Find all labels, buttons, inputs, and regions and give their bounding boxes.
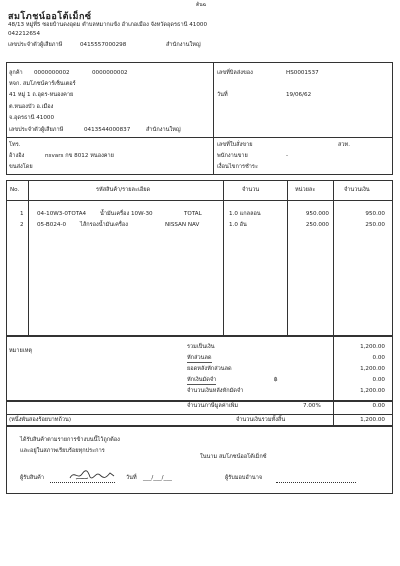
row1-amount: 950.00 (365, 211, 385, 217)
customer-address-1: 41 หมู่ 1 ถ.อุดร-หนองคาย (9, 92, 74, 98)
company-tax-label: เลขประจำตัวผู้เสียภาษี (8, 42, 63, 48)
customer-name: หจก. สมโภชน์คาร์เซ็นเตอร์ (9, 81, 76, 87)
subtotal-value: 1,200.00 (360, 344, 385, 350)
deposit-label: หักเงินมัดจำ (187, 377, 217, 383)
due-label: เงื่อนไขการชำระ (217, 164, 258, 170)
col-divider-3 (287, 180, 288, 336)
col-header-no: No. (10, 187, 20, 193)
after-discount-label: ยอดหลังหักส่วนลด (187, 366, 232, 372)
col-header-qty: จำนวน (242, 187, 260, 193)
row1-qty: 1.0 แกลลอน (229, 211, 261, 217)
company-tax-id: 0415557000298 (80, 42, 127, 48)
items-header-line (6, 200, 393, 201)
row2-price: 250.000 (305, 222, 329, 228)
col-divider-2 (223, 180, 224, 336)
receiver-label: ผู้รับสินค้า (20, 475, 44, 481)
customer-code-label: ลูกค้า (9, 70, 23, 76)
receive-date-label: วันที่ (126, 475, 137, 481)
docinfo-separator (213, 137, 393, 138)
vat-label: จำนวนภาษีมูลค่าเพิ่ม (187, 403, 239, 409)
receiver-signature (68, 468, 116, 482)
receipt-line-1: ได้รับสินค้าตามรายการข้างบนนี้ไว้ถูกต้อง (20, 437, 120, 443)
company-name: สมโภชน์ออโต้เม็กซ์ (8, 12, 92, 22)
deposit-currency: ฿ (274, 377, 278, 383)
customer-address-2: ต.หนองบัว อ.เมือง (9, 104, 54, 110)
customer-code-2: 0000000002 (92, 70, 128, 76)
company-signature-label: ในนาม สมโภชน์ออโต้เม็กซ์ (200, 454, 267, 460)
customer-tax-label: เลขประจำตัวผู้เสียภาษี (9, 127, 64, 133)
discount-label: หักส่วนลด (187, 355, 212, 361)
discount-value: 0.00 (372, 355, 385, 361)
row2-amount: 250.00 (365, 222, 385, 228)
grand-total-value: 1,200.00 (360, 417, 385, 423)
original-mark: ต้นฉ (196, 2, 207, 8)
customer-address-3: จ.อุดรธานี 41000 (9, 115, 55, 121)
subtotal-label: รวมเป็นเงิน (187, 344, 215, 350)
authorized-label: ผู้รับมอบอำนาจ (225, 475, 263, 481)
col-divider-4 (333, 180, 334, 336)
items-table (6, 180, 393, 336)
authorized-line (276, 482, 356, 483)
row2-brand: NISSAN NAV (165, 222, 200, 228)
row1-price: 950.000 (305, 211, 329, 217)
after-discount-value: 1,200.00 (360, 366, 385, 372)
customer-separator (6, 137, 213, 138)
amount-in-words: (หนึ่งพันสองร้อยบาทถ้วน) (9, 417, 71, 423)
row2-code: 05-B024-0 (37, 222, 67, 228)
customer-ship-label: ขนส่งโดย (9, 164, 33, 170)
col-header-amount: จำนวนเงิน (344, 187, 370, 193)
after-deposit-value: 1,200.00 (360, 388, 385, 394)
vat-value: 0.00 (372, 403, 385, 409)
customer-divider (213, 62, 214, 175)
company-branch: สำนักงานใหญ่ (166, 42, 201, 48)
col-header-price: หน่วยละ (295, 187, 316, 193)
doc-no-label: เลขที่บิลส่งของ (217, 70, 253, 76)
company-address: 48/13 หมู่ที่5 ซอยบ้านดงอุดม ตำบลหมากแข้ง อำเภอเมือง จังหวัดอุดรธานี 41000 (8, 22, 208, 28)
grand-total-line (6, 414, 393, 415)
col-divider-1 (28, 180, 29, 336)
receive-date-blank: ___/___/___ (143, 475, 172, 481)
customer-reference-label: อ้างอิง (9, 153, 25, 159)
sales-value: - (286, 153, 289, 159)
customer-branch: สำนักงานใหญ่ (146, 127, 181, 133)
customer-code-1: 0000000002 (34, 70, 70, 76)
company-phone: 042212654 (8, 31, 41, 37)
row1-code: 04-10W3-0TOTA4 (37, 211, 87, 217)
after-deposit-label: จำนวนเงินหลังหักมัดจำ (187, 388, 244, 394)
grand-total-label: จำนวนเงินรวมทั้งสิ้น (236, 417, 286, 423)
row1-desc: น้ำมันเครื่อง 10W-30 (100, 211, 153, 217)
sales-label: พนักงานขาย (217, 153, 248, 159)
deposit-value: 0.00 (372, 377, 385, 383)
doc-date: 19/06/62 (286, 92, 312, 98)
row1-no: 1 (20, 211, 24, 217)
order-value: สวท. (338, 142, 351, 148)
col-header-description: รหัสสินค้า/รายละเอียด (96, 187, 151, 193)
doc-date-label: วันที่ (217, 92, 228, 98)
order-label: เลขที่ใบสั่งขาย (217, 142, 253, 148)
note-label: หมายเหตุ (9, 348, 33, 354)
vat-rate: 7.00% (303, 403, 321, 409)
row2-no: 2 (20, 222, 24, 228)
receiver-line (50, 482, 115, 483)
customer-phone-label: โทร. (9, 142, 21, 148)
receipt-line-2: และอยู่ในสภาพเรียบร้อยทุกประการ (20, 448, 105, 454)
doc-no: HS0001537 (286, 70, 319, 76)
row2-desc: ไส้กรองน้ำมันเครื่อง (80, 222, 128, 228)
customer-reference-value: nsvars กข 8012 หนองคาย (45, 153, 114, 159)
row2-qty: 1.0 อัน (229, 222, 247, 228)
row1-brand: TOTAL (184, 211, 202, 217)
customer-tax-id: 0413544000837 (84, 127, 131, 133)
